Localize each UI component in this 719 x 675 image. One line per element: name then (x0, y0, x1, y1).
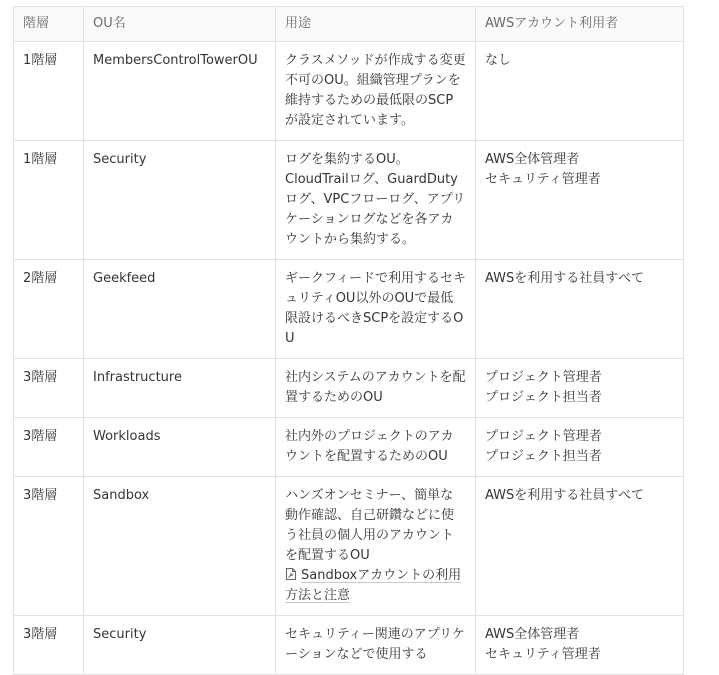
cell-level: 3階層 (14, 359, 84, 418)
cell-level: 3階層 (14, 477, 84, 616)
cell-purpose: 社内外のプロジェクトのアカウントを配置するためのOU (276, 418, 476, 477)
table-row (14, 477, 684, 616)
cell-level: 3階層 (14, 418, 84, 477)
cell-ou-name: Security (84, 616, 276, 675)
cell-purpose: ログを集約するOU。 CloudTrailログ、GuardDutyログ、VPCフローログ、アプリケーションログなどを各アカウントから集約する。 (276, 141, 476, 260)
cell-ou-name: Workloads (84, 418, 276, 477)
cell-purpose (276, 477, 476, 616)
cell-level: 3階層 (14, 616, 84, 675)
cell-purpose: ギークフィードで利用するセキュリティOU以外のOUで最低限設けるべきSCPを設定するOU (276, 260, 476, 359)
cell-aws-users: プロジェクト管理者 プロジェクト担当者 (476, 418, 684, 477)
table-header-row (14, 7, 684, 42)
table-row (14, 616, 684, 675)
cell-level: 2階層 (14, 260, 84, 359)
header-level: 階層 (14, 7, 84, 42)
cell-purpose: 社内システムのアカウントを配置するためのOU (276, 359, 476, 418)
cell-level: 1階層 (14, 42, 84, 141)
cell-aws-users: AWS全体管理者 セキュリティ管理者 (476, 616, 684, 675)
ou-table (13, 6, 684, 675)
page-link-icon (285, 567, 297, 581)
table-row (14, 359, 684, 418)
cell-level: 1階層 (14, 141, 84, 260)
cell-ou-name: Sandbox (84, 477, 276, 616)
header-purpose: 用途 (276, 7, 476, 42)
header-ou-name: OU名 (84, 7, 276, 42)
sandbox-usage-page-link[interactable] (285, 568, 461, 603)
table-row (14, 141, 684, 260)
cell-ou-name: Security (84, 141, 276, 260)
header-aws-users: AWSアカウント利用者 (476, 7, 684, 42)
cell-aws-users: なし (476, 42, 684, 141)
purpose-text: ハンズオンセミナー、簡単な動作確認、自己研鑽などに使う社員の個人用のアカウントを配置するOU (285, 488, 455, 563)
table-row (14, 418, 684, 477)
cell-aws-users: プロジェクト管理者 プロジェクト担当者 (476, 359, 684, 418)
cell-aws-users: AWS全体管理者 セキュリティ管理者 (476, 141, 684, 260)
table-row (14, 42, 684, 141)
table-row (14, 260, 684, 359)
ou-table-container (13, 6, 684, 675)
page-link-label: Sandboxアカウントの利用方法と注意 (285, 568, 462, 603)
cell-ou-name: Infrastructure (84, 359, 276, 418)
cell-ou-name: MembersControlTowerOU (84, 42, 276, 141)
cell-ou-name: Geekfeed (84, 260, 276, 359)
cell-purpose: クラスメソッドが作成する変更不可のOU。組織管理プランを維持するための最低限のSCPが設定されています。 (276, 42, 476, 141)
cell-aws-users: AWSを利用する社員すべて (476, 477, 684, 616)
cell-purpose: セキュリティー関連のアプリケーションなどで使用する (276, 616, 476, 675)
cell-aws-users: AWSを利用する社員すべて (476, 260, 684, 359)
